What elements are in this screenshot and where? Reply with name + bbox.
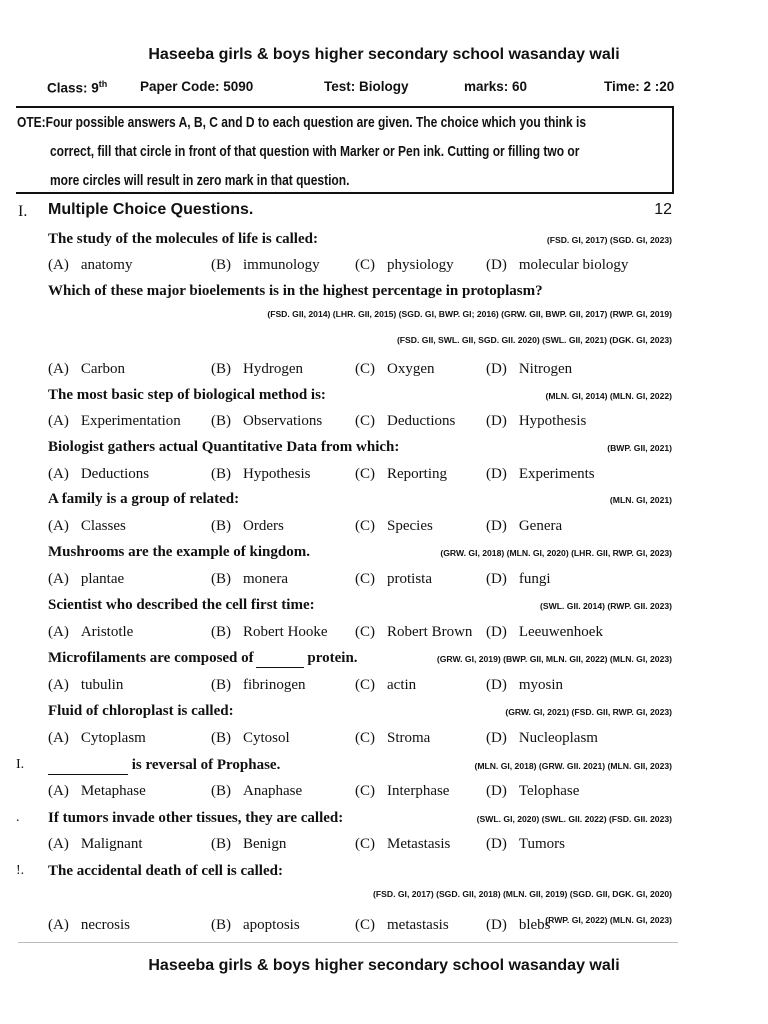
option-letter: (B) (211, 466, 231, 482)
answer-option-a[interactable] (48, 730, 146, 747)
fill-in-blank (256, 650, 304, 668)
option-letter: (C) (355, 624, 375, 640)
option-letter: (B) (211, 917, 231, 933)
answer-option-b[interactable] (211, 783, 302, 800)
answer-option-d[interactable] (486, 466, 595, 483)
question-text-part: protein. (303, 650, 358, 666)
option-letter: (C) (355, 836, 375, 852)
option-text: Deductions (387, 413, 456, 429)
answer-option-a[interactable] (48, 571, 124, 588)
answer-option-b[interactable] (211, 730, 290, 747)
question-source-reference: (GRW. GI, 2021) (FSD. GII, RWP. GI, 2023) (505, 707, 672, 717)
answer-option-a[interactable] (48, 413, 181, 430)
option-text: necrosis (80, 917, 130, 933)
option-letter: (C) (355, 466, 375, 482)
question-source-reference: (MLN. GI, 2021) (609, 495, 672, 505)
class-label: Class: 9th (47, 79, 108, 96)
question-source-reference: (FSD. GI, 2017) (SGD. GII, 2018) (MLN. GII, 2019) (SGD. GII, DGK. GI, 2020) (373, 889, 672, 899)
option-text: fibrinogen (243, 677, 306, 693)
question-source-reference: (MLN. GI, 2018) (GRW. GII. 2021) (MLN. GII, 2023) (474, 761, 672, 771)
section-title: Multiple Choice Questions. (48, 201, 254, 218)
question-text: If tumors invade other tissues, they are called: (48, 810, 344, 826)
question-text: A family is a group of related: (48, 491, 240, 507)
option-letter: (D) (486, 571, 507, 587)
answer-option-a[interactable] (48, 466, 149, 483)
option-letter: (C) (355, 571, 375, 587)
option-text: monera (243, 571, 288, 587)
option-letter: (D) (486, 466, 507, 482)
answer-option-d[interactable] (486, 730, 598, 747)
option-text: Observations (243, 413, 323, 429)
option-letter: (D) (486, 783, 507, 799)
option-text: tubulin (80, 677, 124, 693)
question-text: Mushrooms are the example of kingdom. (48, 544, 310, 560)
option-text: Reporting (387, 466, 447, 482)
answer-option-c[interactable] (355, 917, 449, 934)
option-text: Tumors (518, 836, 565, 852)
option-letter: (C) (355, 257, 375, 273)
answer-option-b[interactable] (211, 518, 284, 535)
option-letter: (A) (48, 466, 69, 482)
school-name-header: Haseeba girls & boys higher secondary school wasanday wali (148, 46, 620, 63)
option-letter: (D) (486, 413, 507, 429)
option-letter: (A) (48, 783, 69, 799)
option-letter: (A) (48, 917, 69, 933)
question-source-reference: (BWP. GII, 2021) (607, 443, 672, 453)
option-text: metastasis (387, 917, 449, 933)
option-letter: (D) (486, 730, 507, 746)
answer-option-b[interactable] (211, 413, 322, 430)
question-source-reference: (GRW. GI, 2018) (MLN. GI, 2020) (LHR. GII, RWP. GI, 2023) (440, 548, 672, 558)
answer-option-a[interactable] (48, 836, 142, 853)
question-source-reference: (FSD. GII, SWL. GII, SGD. GII. 2020) (SWL. GII, 2021) (DGK. GI, 2023) (396, 335, 672, 345)
total-marks: marks: 60 (464, 79, 528, 94)
question-text (48, 757, 280, 775)
option-letter: (B) (211, 257, 231, 273)
option-text: Hypothesis (518, 413, 587, 429)
option-text: Hypothesis (243, 466, 311, 482)
answer-option-c[interactable] (355, 624, 472, 641)
option-text: protista (387, 571, 432, 587)
answer-option-b[interactable] (211, 466, 311, 483)
answer-option-b[interactable] (211, 677, 305, 694)
answer-option-c[interactable] (355, 518, 433, 535)
option-text: Genera (518, 518, 563, 534)
question-number: I. (16, 757, 25, 772)
answer-option-a[interactable] (48, 783, 146, 800)
question-source-reference: (MLN. GI, 2014) (MLN. GI, 2022) (545, 391, 672, 401)
option-letter: (B) (211, 413, 231, 429)
option-text: physiology (387, 257, 454, 273)
question-text: Fluid of chloroplast is called: (48, 703, 234, 719)
answer-option-d[interactable] (486, 917, 551, 934)
paper-code: Paper Code: 5090 (140, 79, 254, 94)
option-text: myosin (518, 677, 564, 693)
option-letter: (D) (486, 624, 507, 640)
option-text: Experiments (518, 466, 595, 482)
answer-option-c[interactable] (355, 413, 455, 430)
option-letter: (B) (211, 361, 231, 377)
answer-option-d[interactable] (486, 783, 579, 800)
option-text: Metastasis (387, 836, 451, 852)
answer-option-c[interactable] (355, 466, 447, 483)
option-letter: (C) (355, 783, 375, 799)
answer-option-d[interactable] (486, 624, 603, 641)
option-text: apoptosis (243, 917, 300, 933)
answer-option-c[interactable] (355, 361, 435, 378)
option-text: Hydrogen (243, 361, 303, 377)
option-text: Deductions (80, 466, 150, 482)
instruction-line-2: correct, fill that circle in front of that question with Marker or Pen ink. Cutting or filling two or (50, 143, 580, 160)
option-text: fungi (518, 571, 551, 587)
answer-option-b[interactable] (211, 624, 328, 641)
question-text-part: is reversal of Prophase. (128, 757, 281, 773)
option-letter: (B) (211, 783, 231, 799)
answer-option-a[interactable] (48, 917, 130, 934)
answer-option-a[interactable] (48, 518, 126, 535)
question-source-reference: (SWL. GII. 2014) (RWP. GII. 2023) (540, 601, 672, 611)
answer-option-c[interactable] (355, 730, 430, 747)
option-letter: (D) (486, 361, 507, 377)
question-source-reference: (RWP. GI, 2022) (MLN. GI, 2023) (545, 915, 672, 925)
option-letter: (B) (211, 836, 231, 852)
answer-option-c[interactable] (355, 571, 432, 588)
option-text: actin (387, 677, 417, 693)
question-source-reference: (GRW. GI, 2019) (BWP. GII, MLN. GII, 2022) (MLN. GI, 2023) (436, 654, 672, 664)
question-text: Which of these major bioelements is in the highest percentage in protoplasm? (48, 283, 543, 299)
page-bottom-rule (18, 942, 678, 943)
answer-option-d[interactable] (486, 518, 562, 535)
option-letter: (B) (211, 624, 231, 640)
option-letter: (C) (355, 677, 375, 693)
answer-option-d[interactable] (486, 571, 551, 588)
time-allowed: Time: 2 :20 (604, 79, 675, 94)
answer-option-b[interactable] (211, 836, 286, 853)
option-text: Interphase (387, 783, 450, 799)
option-letter: (A) (48, 257, 69, 273)
option-text: anatomy (80, 257, 133, 273)
question-text: The study of the molecules of life is called: (48, 231, 318, 247)
question-number: !. (16, 863, 25, 878)
section-number: I. (18, 203, 28, 220)
option-text: plantae (80, 571, 125, 587)
answer-option-a[interactable] (48, 677, 123, 694)
option-letter: (A) (48, 361, 69, 377)
option-text: Nucleoplasm (518, 730, 598, 746)
option-text: Orders (243, 518, 284, 534)
answer-option-d[interactable] (486, 361, 572, 378)
section-marks: 12 (654, 201, 672, 218)
answer-option-b[interactable] (211, 917, 300, 934)
question-text: The accidental death of cell is called: (48, 863, 283, 879)
option-text: blebs (518, 917, 551, 933)
answer-option-a[interactable] (48, 624, 133, 641)
option-letter: (D) (486, 836, 507, 852)
fill-in-blank (48, 757, 128, 775)
option-text: Carbon (80, 361, 125, 377)
school-name-footer: Haseeba girls & boys higher secondary school wasanday wali (148, 957, 620, 974)
answer-option-b[interactable] (211, 571, 288, 588)
option-letter: (A) (48, 836, 69, 852)
option-text: Aristotle (80, 624, 134, 640)
option-letter: (A) (48, 413, 69, 429)
option-letter: (C) (355, 917, 375, 933)
answer-option-c[interactable] (355, 257, 454, 274)
answer-option-b[interactable] (211, 257, 320, 274)
option-letter: (C) (355, 413, 375, 429)
answer-option-d[interactable] (486, 836, 565, 853)
option-letter: (B) (211, 518, 231, 534)
option-letter: (A) (48, 624, 69, 640)
option-text: Robert Hooke (243, 624, 328, 640)
option-letter: (B) (211, 677, 231, 693)
answer-option-d[interactable] (486, 413, 586, 430)
option-letter: (D) (486, 518, 507, 534)
option-text: Oxygen (387, 361, 435, 377)
option-text: Benign (243, 836, 287, 852)
option-text: Leeuwenhoek (518, 624, 603, 640)
option-letter: (D) (486, 677, 507, 693)
answer-option-a[interactable] (48, 361, 125, 378)
question-text: Biologist gathers actual Quantitative Data from which: (48, 439, 400, 455)
option-text: Stroma (387, 730, 431, 746)
question-number: . (16, 810, 20, 825)
option-text: Cytosol (243, 730, 290, 746)
answer-option-a[interactable] (48, 257, 132, 274)
option-text: Telophase (518, 783, 580, 799)
answer-option-b[interactable] (211, 361, 303, 378)
option-letter: (A) (48, 730, 69, 746)
question-text (48, 650, 358, 668)
option-text: Experimentation (80, 413, 181, 429)
option-letter: (D) (486, 917, 507, 933)
option-letter: (A) (48, 677, 69, 693)
option-text: Malignant (80, 836, 143, 852)
option-letter: (C) (355, 730, 375, 746)
question-source-reference: (SWL. GI, 2020) (SWL. GII. 2022) (FSD. GII. 2023) (476, 814, 672, 824)
instruction-line-1: OTE:Four possible answers A, B, C and D to each question are given. The choice which you think is (17, 114, 586, 131)
question-source-reference: (FSD. GI, 2017) (SGD. GI, 2023) (546, 235, 672, 245)
option-text: Species (387, 518, 433, 534)
question-text: The most basic step of biological method is: (48, 387, 326, 403)
question-text-part: Microfilaments are composed of (48, 650, 254, 666)
option-text: Robert Brown (387, 624, 473, 640)
option-letter: (C) (355, 361, 375, 377)
option-text: molecular biology (518, 257, 629, 273)
option-text: Nitrogen (518, 361, 573, 377)
option-letter: (D) (486, 257, 507, 273)
test-subject: Test: Biology (324, 79, 409, 94)
option-text: Cytoplasm (80, 730, 146, 746)
option-text: Metaphase (80, 783, 146, 799)
instruction-line-3: more circles will result in zero mark in that question. (50, 172, 350, 189)
option-letter: (A) (48, 571, 69, 587)
question-text: Scientist who described the cell first time: (48, 597, 315, 613)
answer-option-c[interactable] (355, 836, 450, 853)
option-text: Anaphase (243, 783, 303, 799)
option-letter: (A) (48, 518, 69, 534)
option-letter: (B) (211, 571, 231, 587)
option-text: immunology (243, 257, 320, 273)
answer-option-d[interactable] (486, 677, 563, 694)
question-source-reference: (FSD. GII, 2014) (LHR. GII, 2015) (SGD. GI, BWP. GI; 2016) (GRW. GII, BWP. GII, 2017) (RWP. GI, 2019) (267, 309, 672, 319)
option-text: Classes (80, 518, 126, 534)
option-letter: (B) (211, 730, 231, 746)
answer-option-c[interactable] (355, 783, 449, 800)
answer-option-d[interactable] (486, 257, 628, 274)
option-letter: (C) (355, 518, 375, 534)
answer-option-c[interactable] (355, 677, 416, 694)
